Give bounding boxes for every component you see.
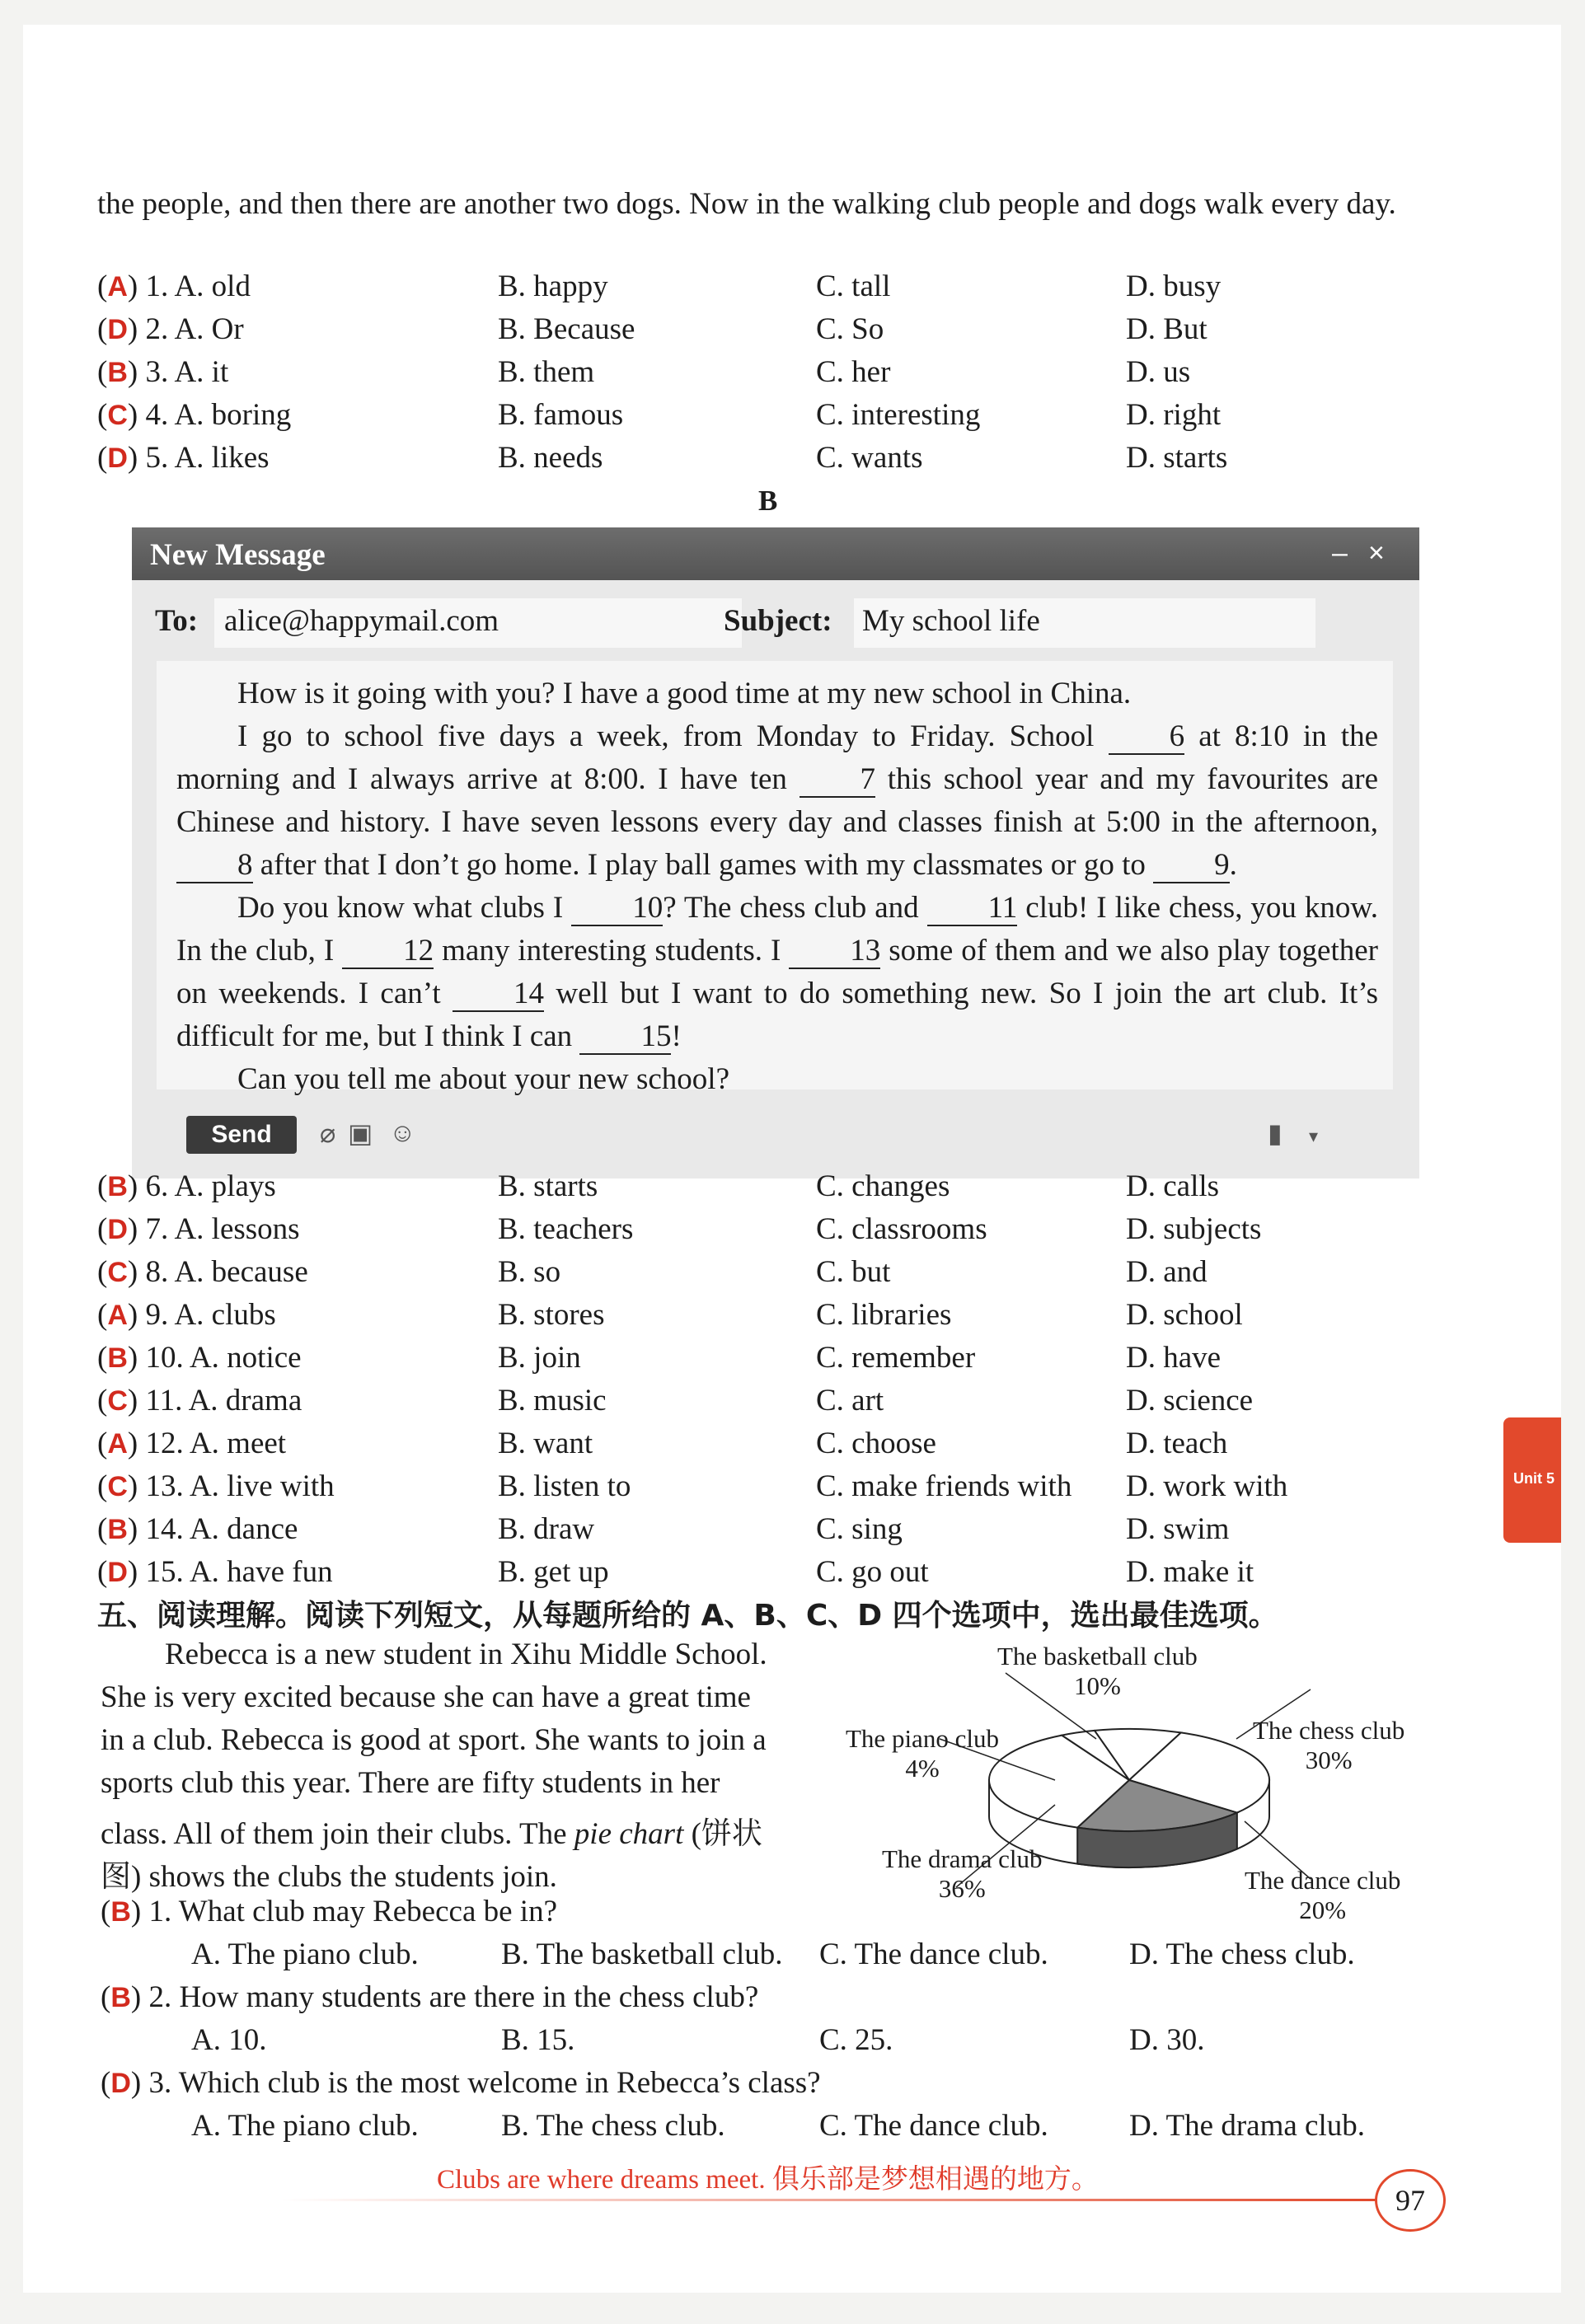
option-d: D. and [1126,1255,1208,1289]
pie-label-the-drama-club: The drama club 36% [882,1844,1043,1903]
option-b: B. teachers [498,1212,634,1246]
section-5-title: 五、阅读理解。阅读下列短文，从每题所给的 A、B、C、D 四个选项中，选出最佳选项。 [97,1599,1278,1633]
reading-option-c: C. 25. [819,2023,893,2057]
reading-line-1: Rebecca is a new student in Xihu Middle School. [165,1638,767,1671]
attach-icon[interactable]: ⌀ [320,1118,336,1148]
option-d: D. calls [1126,1169,1220,1203]
camera-icon[interactable]: ▣ [348,1118,373,1148]
pie-label-the-piano-club: The piano club 4% [846,1724,999,1783]
option-a: (C) 13. A. live with [97,1469,335,1503]
blank-11: 11 [927,892,1018,926]
blank-12: 12 [342,935,434,969]
option-a: (C) 11. A. drama [97,1384,302,1417]
pie-label-the-dance-club: The dance club 20% [1245,1866,1401,1924]
option-c: C. changes [816,1169,950,1203]
option-c: C. go out [816,1555,929,1589]
option-c: C. make friends with [816,1469,1072,1503]
to-input[interactable]: alice@happymail.com [224,604,499,638]
pie-label-the-chess-club: The chess club 30% [1253,1716,1405,1774]
minimize-icon[interactable]: – [1332,537,1348,569]
reading-line-6: 图) shows the clubs the students join. [101,1860,557,1894]
option-a: (D) 15. A. have fun [97,1555,333,1589]
option-b: B. music [498,1384,607,1417]
option-c: C. interesting [816,398,981,432]
reading-line-5: class. All of them join their clubs. The pie chart (饼状 [101,1817,762,1851]
chevron-down-icon[interactable]: ▾ [1309,1126,1319,1146]
email-paragraph-3: Do you know what clubs I 10? The chess club and 11 club! I like chess, you know. In the club, I 12 many interesting students. I 13 some of them and we also play together on weekends. I can’t 14 well but I want to do something new. So I join the art club. It’s difficult for me, but I think I can 15! [176,891,1379,1053]
option-d: D. work with [1126,1469,1288,1503]
option-b: B. needs [498,441,603,475]
reading-option-d: D. 30. [1129,2023,1205,2057]
footer-slogan: Clubs are where dreams meet. 俱乐部是梦想相遇的地方。 [437,2165,1099,2195]
window-title: New Message [150,538,326,572]
option-d: D. teach [1126,1427,1228,1460]
option-b: B. starts [498,1169,598,1203]
option-d: D. make it [1126,1555,1254,1589]
option-a: (B) 10. A. notice [97,1341,302,1375]
blank-13: 13 [789,935,880,969]
send-button[interactable]: Send [186,1116,297,1154]
option-b: B. stores [498,1298,605,1332]
option-a: (A) 12. A. meet [97,1427,287,1460]
option-b: B. want [498,1427,593,1460]
reading-option-a: A. The piano club. [191,1937,419,1971]
subject-label: Subject: [724,604,832,638]
reading-option-d: D. The chess club. [1129,1937,1355,1971]
option-b: B. get up [498,1555,609,1589]
blank-6: 6 [1109,720,1185,755]
option-a: (D) 5. A. likes [97,441,270,475]
section-b-label: B [758,485,778,517]
option-c: C. classrooms [816,1212,987,1246]
option-b: B. so [498,1255,561,1289]
option-c: C. choose [816,1427,936,1460]
reading-option-a: A. 10. [191,2023,267,2057]
reading-option-b: B. 15. [501,2023,575,2057]
option-c: C. So [816,312,884,346]
option-b: B. Because [498,312,635,346]
option-d: D. starts [1126,441,1228,475]
blank-10: 10 [571,892,663,926]
reading-line-3: in a club. Rebecca is good at sport. She wants to join a [101,1723,767,1757]
option-c: C. remember [816,1341,976,1375]
option-c: C. libraries [816,1298,952,1332]
option-a: (B) 6. A. plays [97,1169,276,1203]
option-c: C. wants [816,441,923,475]
option-a: (B) 3. A. it [97,355,229,389]
reading-line-2: She is very excited because she can have a great time [101,1680,751,1714]
option-a: (A) 1. A. old [97,269,251,303]
close-icon[interactable]: × [1368,537,1385,569]
option-b: B. happy [498,269,608,303]
reading-option-b: B. The basketball club. [501,1937,783,1971]
option-c: C. art [816,1384,884,1417]
reading-option-a: A. The piano club. [191,2109,419,2143]
blank-7: 7 [800,763,876,798]
option-d: D. But [1126,312,1208,346]
reading-question-stem: (B) 2. How many students are there in the chess club? [101,1980,759,2014]
email-window [132,527,1419,1178]
option-b: B. draw [498,1512,595,1546]
subject-input[interactable]: My school life [862,604,1040,638]
reading-line-4: sports club this year. There are fifty students in her [101,1766,720,1800]
option-b: B. them [498,355,595,389]
to-label: To: [155,604,199,638]
reading-option-c: C. The dance club. [819,1937,1048,1971]
blank-8: 8 [176,849,253,883]
option-d: D. have [1126,1341,1222,1375]
option-a: (C) 8. A. because [97,1255,308,1289]
email-paragraph-2: I go to school five days a week, from Monday to Friday. School 6 at 8:10 in the morning and I always arrive at 8:00. I have ten 7 this school year and my favourites are Chinese and history. I have seven lessons every day and classes finish at 5:00 in the afternoon, 8 after that I don’t go home. I play ball games with my classmates or go to 9. [176,719,1379,882]
reading-option-d: D. The drama club. [1129,2109,1365,2143]
intro-paragraph: the people, and then there are another two dogs. Now in the walking club people and dogs walk every day. [97,187,1396,221]
option-c: C. but [816,1255,891,1289]
email-body[interactable] [157,661,1393,1096]
emoji-icon[interactable]: ☺ [389,1117,416,1147]
option-c: C. sing [816,1512,903,1546]
option-a: (A) 9. A. clubs [97,1298,276,1332]
option-c: C. her [816,355,891,389]
option-a: (D) 7. A. lessons [97,1212,300,1246]
reading-option-b: B. The chess club. [501,2109,725,2143]
footer-line [280,2199,1376,2201]
option-d: D. swim [1126,1512,1230,1546]
option-d: D. us [1126,355,1191,389]
page-number: 97 [1375,2169,1446,2232]
option-d: D. subjects [1126,1212,1262,1246]
reading-question-stem: (D) 3. Which club is the most welcome in Rebecca’s class? [101,2066,821,2100]
unit-tab: Unit 5 [1503,1417,1561,1543]
option-c: C. tall [816,269,891,303]
trash-icon[interactable]: ▮ [1268,1118,1283,1148]
option-a: (B) 14. A. dance [97,1512,298,1546]
option-d: D. right [1126,398,1222,432]
blank-9: 9 [1153,849,1230,883]
email-paragraph-1: How is it going with you? I have a good time at my new school in China. [237,677,1132,710]
option-a: (C) 4. A. boring [97,398,292,432]
reading-option-c: C. The dance club. [819,2109,1048,2143]
email-paragraph-4: Can you tell me about your new school? [237,1062,730,1096]
option-b: B. listen to [498,1469,631,1503]
blank-15: 15 [579,1020,671,1055]
pie-label-the-basketball-club: The basketball club 10% [997,1642,1198,1700]
blank-14: 14 [453,977,544,1012]
email-title-bar [132,527,1419,580]
reading-question-stem: (B) 1. What club may Rebecca be in? [101,1895,557,1928]
option-d: D. science [1126,1384,1254,1417]
option-b: B. join [498,1341,581,1375]
option-a: (D) 2. A. Or [97,312,244,346]
option-d: D. school [1126,1298,1243,1332]
option-d: D. busy [1126,269,1222,303]
option-b: B. famous [498,398,624,432]
